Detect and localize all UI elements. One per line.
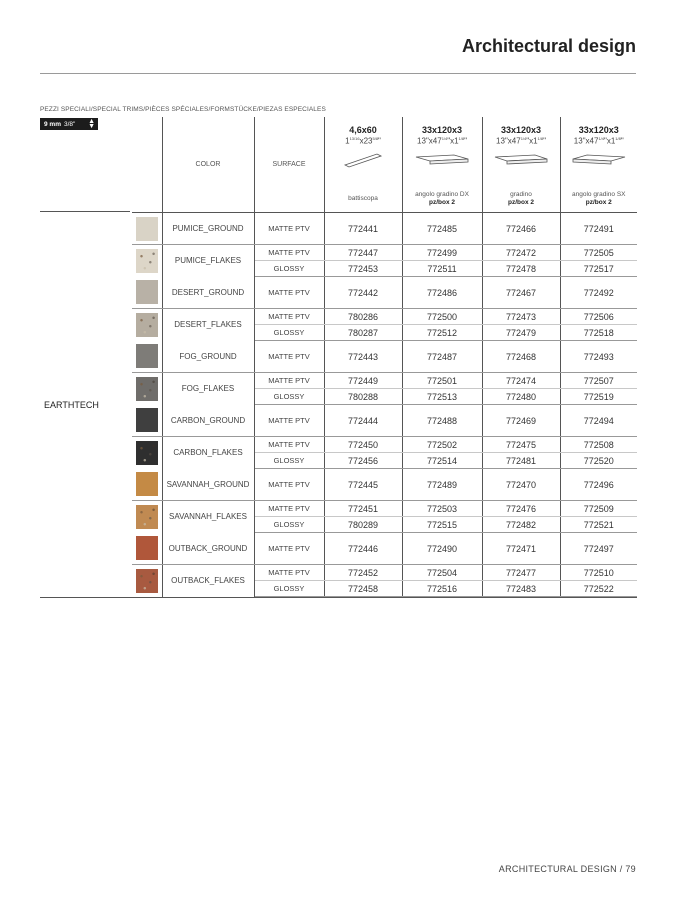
trim-size: 33x120x3 [421,125,463,135]
color-swatch [136,536,158,560]
article-code: 772522 [560,581,637,597]
trim-inch: $1^{13/16}x23^{5/8}$" [345,136,381,146]
article-code: 772497 [560,533,637,565]
article-code: 772492 [560,277,637,309]
color-name: OUTBACK_FLAKES [162,565,254,597]
article-code: 772473 [482,309,560,325]
table-end-rule [40,597,637,598]
surface-name: GLOSSY [254,453,324,469]
article-code: 772445 [324,469,402,501]
title-divider [40,73,636,74]
surface-name: MATTE PTV [254,245,324,261]
article-code: 772483 [482,581,560,597]
surface-name: GLOSSY [254,325,324,341]
article-code: 780289 [324,517,402,533]
article-code: 772503 [402,501,482,517]
article-code: 772479 [482,325,560,341]
surface-name: MATTE PTV [254,309,324,325]
trim-size: 4,6x60 [349,125,377,135]
surface-name: MATTE PTV [254,277,324,309]
article-code: 772477 [482,565,560,581]
article-code: 772472 [482,245,560,261]
surface-name: MATTE PTV [254,405,324,437]
article-code: 772458 [324,581,402,597]
trim-header-1 [402,117,482,213]
swatch-cell [132,533,162,565]
trim-inch: $13"x47^{1/4}"x1^{1/8}$" [496,136,546,146]
trim-name: battiscopa [348,195,378,202]
special-trims-table [40,117,637,597]
surface-name: MATTE PTV [254,565,324,581]
surface-name: MATTE PTV [254,437,324,453]
swatch-cell [132,373,162,405]
article-code: 772481 [482,453,560,469]
surface-name: MATTE PTV [254,213,324,245]
article-code: 772513 [402,389,482,405]
article-code: 772496 [560,469,637,501]
article-code: 772450 [324,437,402,453]
color-swatch [136,569,158,593]
article-code: 772510 [560,565,637,581]
article-code: 780288 [324,389,402,405]
article-code: 772488 [402,405,482,437]
article-code: 772515 [402,517,482,533]
article-code: 772443 [324,341,402,373]
surface-name: MATTE PTV [254,469,324,501]
article-code: 772493 [560,341,637,373]
color-name: SAVANNAH_GROUND [162,469,254,501]
article-code: 772471 [482,533,560,565]
swatch-cell [132,565,162,597]
trim-name: gradino [510,191,532,198]
color-swatch [136,280,158,304]
article-code: 772453 [324,261,402,277]
article-code: 772518 [560,325,637,341]
article-code: 772500 [402,309,482,325]
color-name: CARBON_FLAKES [162,437,254,469]
page-footer: ARCHITECTURAL DESIGN / 79 [498,864,636,874]
article-code: 772480 [482,389,560,405]
trim-header-2 [482,117,560,213]
swatch-cell [132,437,162,469]
thickness-badge: 9 mm 3/8" ▲ ▼ [40,118,98,130]
swatch-cell [132,277,162,309]
article-code: 772475 [482,437,560,453]
swatch-cell [132,309,162,341]
article-code: 772476 [482,501,560,517]
section-subtitle: PEZZI SPECIALI/SPECIAL TRIMS/PIÈCES SPÉCIALES/FORMSTÜCKE/PIEZAS ESPECIALES [40,106,326,113]
header-color: COLOR [162,117,254,213]
page-title: Architectural design [461,36,636,56]
color-swatch [136,217,158,241]
article-code: 780286 [324,309,402,325]
color-swatch [136,313,158,337]
trim-inch: $13"x47^{1/4}"x1^{1/8}$" [417,136,467,146]
color-name: FOG_FLAKES [162,373,254,405]
color-name: OUTBACK_GROUND [162,533,254,565]
article-code: 772508 [560,437,637,453]
article-code: 772485 [402,213,482,245]
trim-name: angolo gradino DX [415,191,469,198]
trim-size: 33x120x3 [578,125,619,135]
swatch-cell [132,213,162,245]
trim-pack: pz/box 2 [428,199,455,206]
color-swatch [136,505,158,529]
article-code: 772449 [324,373,402,389]
header-surface: SURFACE [254,117,324,213]
header-swatch-col [132,117,162,213]
article-code: 772494 [560,405,637,437]
article-code: 772520 [560,453,637,469]
color-name: PUMICE_GROUND [162,213,254,245]
color-name: PUMICE_FLAKES [162,245,254,277]
product-family: EARTHTECH [44,399,99,410]
article-code: 772447 [324,245,402,261]
color-swatch [136,441,158,465]
article-code: 772507 [560,373,637,389]
color-swatch [136,472,158,496]
thickness-arrow-icon: ▲ ▼ [88,118,95,130]
article-code: 772442 [324,277,402,309]
corner-step-sx-icon [569,151,629,169]
color-name: SAVANNAH_FLAKES [162,501,254,533]
article-code: 772509 [560,501,637,517]
article-code: 772502 [402,437,482,453]
swatch-cell [132,469,162,501]
article-code: 772517 [560,261,637,277]
surface-name: MATTE PTV [254,341,324,373]
article-code: 772519 [560,389,637,405]
table-start-rule [40,211,130,212]
surface-name: GLOSSY [254,261,324,277]
swatch-cell [132,405,162,437]
color-name: FOG_GROUND [162,341,254,373]
article-code: 772489 [402,469,482,501]
article-code: 772491 [560,213,637,245]
article-code: 772504 [402,565,482,581]
article-code: 772474 [482,373,560,389]
trim-pack: pz/box 2 [507,199,534,206]
swatch-cell [132,341,162,373]
trim-header-3 [560,117,637,213]
article-code: 772444 [324,405,402,437]
article-code: 772505 [560,245,637,261]
article-code: 772511 [402,261,482,277]
article-code: 772486 [402,277,482,309]
table-header-row [40,117,637,213]
color-swatch [136,408,158,432]
article-code: 772467 [482,277,560,309]
article-code: 772482 [482,517,560,533]
color-name: CARBON_GROUND [162,405,254,437]
swatch-cell [132,501,162,533]
swatch-cell [132,245,162,277]
article-code: 772451 [324,501,402,517]
article-code: 772501 [402,373,482,389]
article-code: 772521 [560,517,637,533]
article-code: 772506 [560,309,637,325]
surface-name: GLOSSY [254,581,324,597]
article-code: 772446 [324,533,402,565]
article-code: 772469 [482,405,560,437]
color-swatch [136,344,158,368]
header-spacer [40,117,132,213]
article-code: 772487 [402,341,482,373]
article-code: 772452 [324,565,402,581]
trim-pack: pz/box 2 [585,199,612,206]
article-code: 772456 [324,453,402,469]
trim-header-0 [324,117,402,213]
article-code: 772466 [482,213,560,245]
article-code: 772468 [482,341,560,373]
table-row [40,213,637,245]
trim-name: angolo gradino SX [572,191,626,198]
step-trim-icon [491,151,551,169]
surface-name: MATTE PTV [254,533,324,565]
corner-step-dx-icon [412,151,472,169]
article-code: 772499 [402,245,482,261]
article-code: 772478 [482,261,560,277]
color-name: DESERT_FLAKES [162,309,254,341]
surface-name: MATTE PTV [254,373,324,389]
article-code: 772514 [402,453,482,469]
color-swatch [136,249,158,273]
surface-name: GLOSSY [254,389,324,405]
surface-name: GLOSSY [254,517,324,533]
article-code: 772441 [324,213,402,245]
color-name: DESERT_GROUND [162,277,254,309]
article-code: 772490 [402,533,482,565]
trim-size: 33x120x3 [500,125,542,135]
article-code: 780287 [324,325,402,341]
skirting-trim-icon [341,151,385,169]
color-swatch [136,377,158,401]
trim-inch: $13"x47^{1/4}"x1^{1/8}$" [573,136,624,146]
surface-name: MATTE PTV [254,501,324,517]
article-code: 772512 [402,325,482,341]
article-code: 772516 [402,581,482,597]
article-code: 772470 [482,469,560,501]
